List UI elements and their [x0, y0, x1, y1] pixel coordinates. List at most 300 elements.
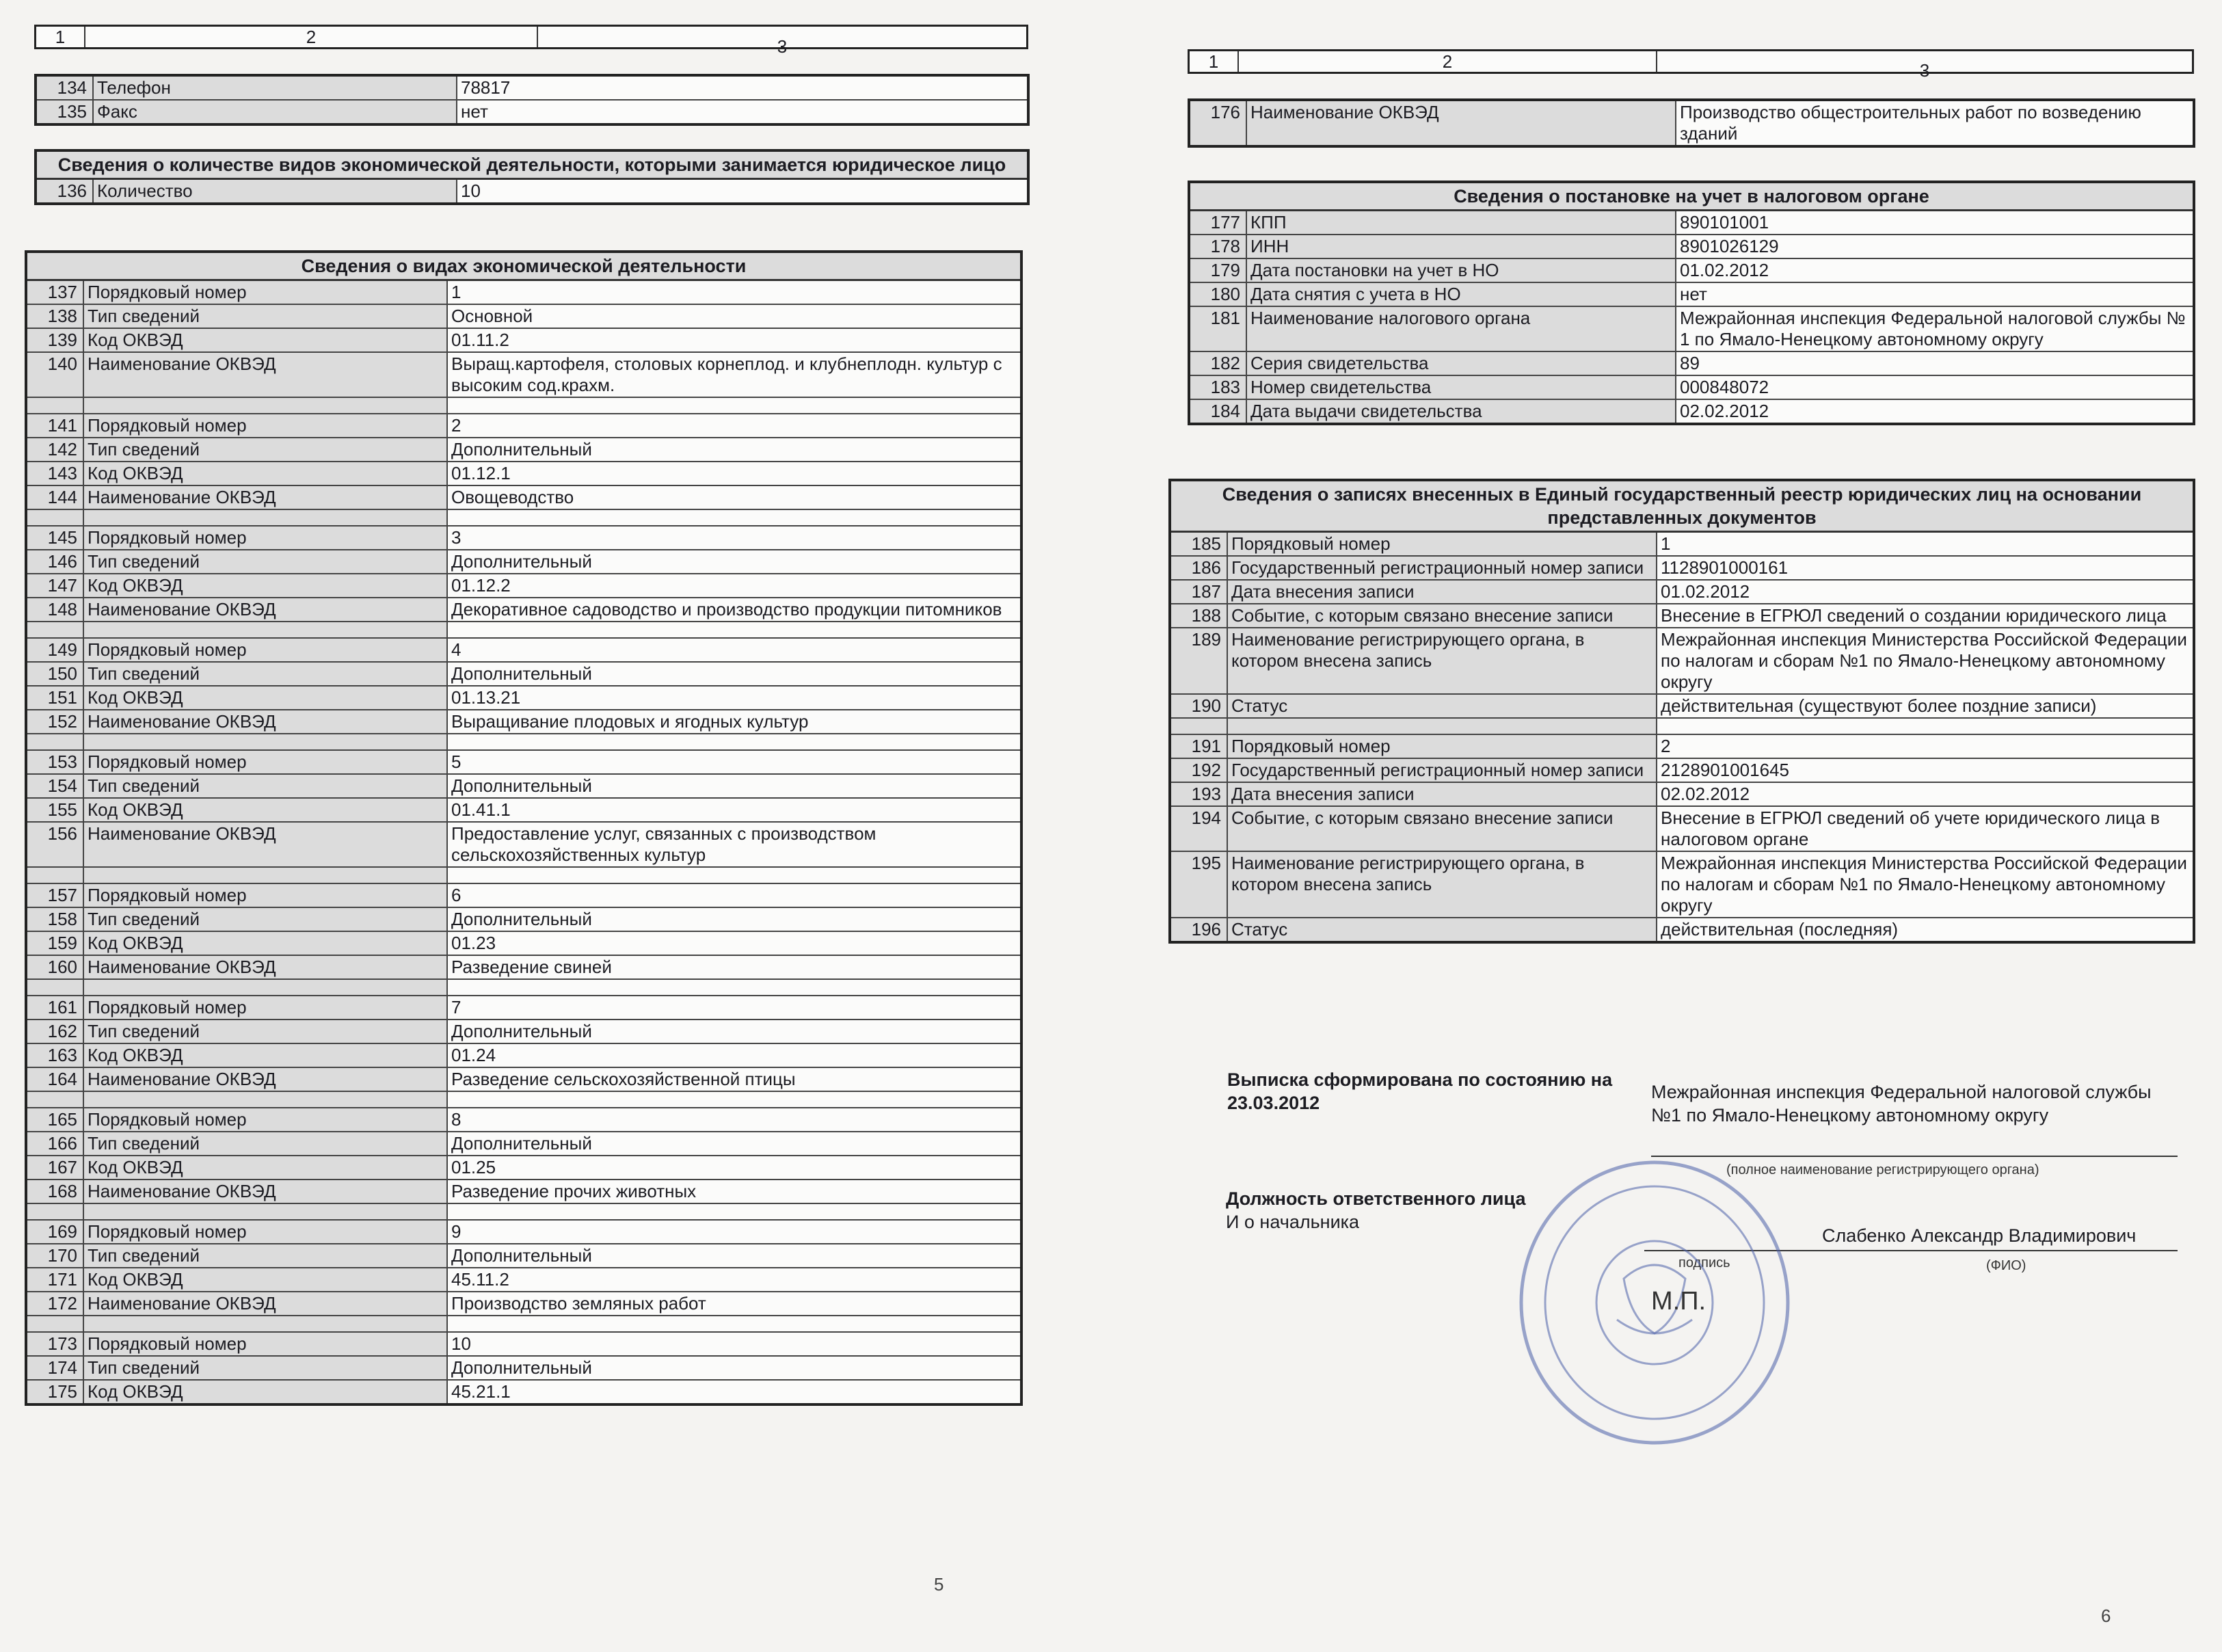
row-label: Тип сведений [84, 1020, 448, 1043]
row-label [84, 622, 448, 637]
row-number: 170 [27, 1244, 84, 1267]
row-number: 154 [27, 775, 84, 797]
formed-label: Выписка сформирована по состоянию на 23.03.2012 [1227, 1069, 1613, 1113]
table-row [27, 1357, 1020, 1381]
row-label: Дата выдачи свидетельства [1247, 400, 1676, 423]
table-row [27, 527, 1020, 550]
row-number: 156 [27, 823, 84, 866]
row-number: 178 [1190, 235, 1247, 258]
table-row [27, 980, 1020, 996]
table-row [27, 1108, 1020, 1132]
table-row [27, 1156, 1020, 1180]
row-label: Тип сведений [84, 1357, 448, 1379]
table-row [27, 908, 1020, 932]
row-label: Порядковый номер [84, 996, 448, 1019]
table-row [1190, 307, 2193, 352]
row-number: 149 [27, 639, 84, 661]
row-value: Межрайонная инспекция Федеральной налоговой службы № 1 по Ямало-Ненецкому автономному округу [1680, 308, 2186, 349]
table-row [1190, 259, 2193, 283]
row-number: 157 [27, 884, 84, 907]
row-value: Производство земляных работ [451, 1293, 706, 1314]
table-row [37, 101, 1027, 123]
row-value: Дополнительный [451, 663, 592, 684]
table-row [27, 639, 1020, 663]
row-value: 78817 [461, 77, 511, 98]
table-row [1171, 719, 2193, 735]
table-row [27, 574, 1020, 598]
column-header [34, 25, 1028, 57]
row-number [1171, 719, 1228, 734]
table-row [27, 622, 1020, 639]
row-number: 187 [1171, 581, 1228, 603]
row-value: Разведение прочих животных [451, 1181, 697, 1201]
row-number: 153 [27, 751, 84, 773]
row-label: Наименование ОКВЭД [84, 598, 448, 621]
table-row [27, 687, 1020, 710]
row-number: 196 [1171, 918, 1228, 941]
row-value: 2 [1661, 736, 1671, 756]
row-value [448, 1204, 1020, 1219]
row-number: 137 [27, 281, 84, 304]
row-number [27, 398, 84, 413]
table-caption: Сведения о количестве видов экономической деятельности, которыми занимается юридическое лицо [37, 152, 1027, 180]
row-label: ИНН [1247, 235, 1676, 258]
table-row [1171, 533, 2193, 557]
table-row [27, 734, 1020, 751]
row-number: 166 [27, 1132, 84, 1155]
row-number: 139 [27, 329, 84, 351]
row-label: Код ОКВЭД [84, 687, 448, 709]
table-row [27, 663, 1020, 687]
row-value: 2128901001645 [1661, 760, 1789, 780]
table-row [27, 1221, 1020, 1244]
row-number: 155 [27, 799, 84, 821]
table-row [1171, 581, 2193, 604]
contacts-table [34, 74, 1030, 126]
row-value [1657, 719, 2193, 734]
row-number: 189 [1171, 628, 1228, 693]
mp-label: М.П. [1651, 1287, 1706, 1316]
row-label: Порядковый номер [84, 639, 448, 661]
row-value: Основной [451, 306, 533, 326]
table-row [27, 823, 1020, 868]
row-value: 10 [461, 181, 481, 201]
row-label: Дата внесения записи [1228, 783, 1657, 805]
row-label: Порядковый номер [84, 1108, 448, 1131]
row-label: Государственный регистрационный номер записи [1228, 557, 1657, 579]
row-value: Дополнительный [451, 1245, 592, 1266]
row-value: 45.21.1 [451, 1381, 511, 1402]
row-label: Наименование ОКВЭД [84, 1292, 448, 1315]
table-row [1190, 235, 2193, 259]
tax-registration-table [1188, 181, 2195, 425]
row-label: Порядковый номер [1228, 735, 1657, 758]
formed-date: 23.03.2012 [1227, 1093, 1320, 1113]
row-value: Дополнительный [451, 1357, 592, 1378]
table-row [27, 414, 1020, 438]
row-value: Выращивание плодовых и ягодных культур [451, 711, 809, 732]
row-number: 188 [1171, 604, 1228, 627]
table-row [1171, 557, 2193, 581]
row-label [84, 398, 448, 413]
row-label: Номер свидетельства [1247, 376, 1676, 399]
row-value: 2 [451, 415, 461, 436]
row-label: Порядковый номер [1228, 533, 1657, 555]
table-row [27, 868, 1020, 884]
row-label: Наименование ОКВЭД [84, 823, 448, 866]
row-label: Тип сведений [84, 305, 448, 328]
row-label: Порядковый номер [84, 414, 448, 437]
row-label: КПП [1247, 211, 1676, 234]
egrul-records-table [1168, 479, 2195, 944]
row-value [448, 868, 1020, 883]
row-number: 185 [1171, 533, 1228, 555]
row-label: Порядковый номер [84, 1221, 448, 1243]
table-row [27, 751, 1020, 775]
row-label: Наименование ОКВЭД [84, 486, 448, 509]
row-value: Межрайонная инспекция Министерства Российской Федерации по налогам и сборам №1 по Ямало-Ненецкому автономному округу [1661, 629, 2187, 692]
row-value: Внесение в ЕГРЮЛ сведений об учете юридического лица в налоговом органе [1661, 808, 2160, 849]
row-value: 89 [1680, 353, 1700, 373]
row-value: Дополнительный [451, 909, 592, 929]
row-number: 135 [37, 101, 94, 123]
table-row [27, 1381, 1020, 1403]
table-row [27, 932, 1020, 956]
row-value [448, 398, 1020, 413]
row-value [448, 510, 1020, 525]
table-row [27, 884, 1020, 908]
okved-table [1188, 98, 2195, 148]
row-label: Тип сведений [84, 550, 448, 573]
row-value: Межрайонная инспекция Министерства Российской Федерации по налогам и сборам №1 по Ямало-Ненецкому автономному округу [1661, 853, 2187, 916]
row-value [448, 1316, 1020, 1331]
row-number: 174 [27, 1357, 84, 1379]
row-number [27, 980, 84, 995]
row-label: Наименование ОКВЭД [84, 956, 448, 978]
col-1: 1 [36, 27, 85, 47]
row-value: 1 [1661, 533, 1671, 554]
row-value: 8901026129 [1680, 236, 1779, 256]
row-number: 183 [1190, 376, 1247, 399]
row-label: Наименование ОКВЭД [1247, 101, 1676, 145]
row-value: 8 [451, 1109, 461, 1130]
page-number: 5 [934, 1574, 944, 1595]
row-number: 162 [27, 1020, 84, 1043]
row-label: Порядковый номер [84, 884, 448, 907]
row-number: 163 [27, 1044, 84, 1067]
table-row [1171, 852, 2193, 918]
row-number: 190 [1171, 695, 1228, 717]
row-number: 180 [1190, 283, 1247, 306]
row-label [84, 734, 448, 749]
row-number: 134 [37, 77, 94, 99]
table-row [37, 77, 1027, 101]
table-row [1190, 400, 2193, 423]
row-number: 192 [1171, 759, 1228, 782]
row-label: Код ОКВЭД [84, 329, 448, 351]
row-number: 158 [27, 908, 84, 931]
table-row [1171, 735, 2193, 759]
row-label: Наименование ОКВЭД [84, 1068, 448, 1091]
row-label: Тип сведений [84, 1244, 448, 1267]
row-label: Факс [94, 101, 457, 123]
row-number: 146 [27, 550, 84, 573]
row-number: 150 [27, 663, 84, 685]
row-number: 164 [27, 1068, 84, 1091]
row-number [27, 868, 84, 883]
table-row [27, 799, 1020, 823]
table-row [27, 1292, 1020, 1316]
table-row [27, 775, 1020, 799]
row-value: 1128901000161 [1661, 557, 1789, 578]
table-row [1190, 211, 2193, 235]
table-row [1190, 101, 2193, 145]
row-number: 147 [27, 574, 84, 597]
col-2: 2 [1239, 51, 1657, 72]
row-value: Производство общестроительных работ по возведению зданий [1680, 102, 2141, 144]
row-value: нет [1680, 284, 1707, 304]
table-row [27, 329, 1020, 353]
row-label: Порядковый номер [84, 281, 448, 304]
row-number [27, 1204, 84, 1219]
row-value [448, 622, 1020, 637]
row-label [84, 1316, 448, 1331]
row-value: 10 [451, 1333, 471, 1354]
row-value: 01.41.1 [451, 799, 511, 820]
row-value: 01.11.2 [451, 330, 509, 350]
row-label: Событие, с которым связано внесение записи [1228, 604, 1657, 627]
row-value: Дополнительный [451, 775, 592, 796]
row-label: Тип сведений [84, 775, 448, 797]
row-label: Код ОКВЭД [84, 1381, 448, 1403]
row-value: 01.02.2012 [1661, 581, 1750, 602]
row-label: Код ОКВЭД [84, 1044, 448, 1067]
row-value: 4 [451, 639, 461, 660]
row-label: Статус [1228, 695, 1657, 717]
table-row [27, 956, 1020, 980]
row-value: Разведение свиней [451, 957, 612, 977]
row-number: 138 [27, 305, 84, 328]
row-label [84, 1204, 448, 1219]
row-value: Разведение сельскохозяйственной птицы [451, 1069, 796, 1089]
col-1: 1 [1190, 51, 1239, 72]
table-row [27, 486, 1020, 510]
row-number: 182 [1190, 352, 1247, 375]
table-row [27, 1092, 1020, 1108]
row-value [448, 1092, 1020, 1107]
table-row [27, 1044, 1020, 1068]
row-value: 45.11.2 [451, 1269, 509, 1290]
table-row [1190, 376, 2193, 400]
position-value: И о начальника [1226, 1212, 1360, 1232]
row-value: 01.02.2012 [1680, 260, 1769, 280]
row-value: нет [461, 101, 488, 122]
row-number: 177 [1190, 211, 1247, 234]
row-value: Дополнительный [451, 551, 592, 572]
row-label: Тип сведений [84, 1132, 448, 1155]
table-row [27, 1268, 1020, 1292]
row-label: Тип сведений [84, 663, 448, 685]
row-number: 191 [1171, 735, 1228, 758]
table-row [27, 398, 1020, 414]
activity-count-table [34, 149, 1030, 205]
row-label: Наименование регистрирующего органа, в котором внесена запись [1228, 852, 1657, 917]
row-value: 890101001 [1680, 212, 1769, 232]
table-row [27, 1204, 1020, 1221]
row-number: 160 [27, 956, 84, 978]
row-label: Код ОКВЭД [84, 932, 448, 955]
row-number: 161 [27, 996, 84, 1019]
table-row [1190, 283, 2193, 307]
row-label [1228, 719, 1657, 734]
row-value: Предоставление услуг, связанных с производством сельскохозяйственных культур [451, 823, 876, 865]
row-value: 01.24 [451, 1045, 496, 1065]
row-label [84, 510, 448, 525]
table-row [27, 710, 1020, 734]
row-value: Внесение в ЕГРЮЛ сведений о создании юридического лица [1661, 605, 2167, 626]
table-row [1171, 759, 2193, 783]
table-row [1171, 783, 2193, 807]
row-number: 176 [1190, 101, 1247, 145]
row-value: Дополнительный [451, 1021, 592, 1041]
row-number: 169 [27, 1221, 84, 1243]
table-row [27, 281, 1020, 305]
table-row [1171, 695, 2193, 719]
row-label: Наименование налогового органа [1247, 307, 1676, 351]
row-value: Выращ.картофеля, столовых корнеплод. и клубнеплодн. культур с высоким сод.крахм. [451, 354, 1002, 395]
row-label: Государственный регистрационный номер записи [1228, 759, 1657, 782]
row-label: Код ОКВЭД [84, 574, 448, 597]
row-label: Наименование ОКВЭД [84, 1180, 448, 1203]
row-number: 165 [27, 1108, 84, 1131]
table-row [27, 1244, 1020, 1268]
row-label: Наименование ОКВЭД [84, 710, 448, 733]
position-label: Должность ответственного лица [1226, 1188, 1526, 1209]
row-number: 151 [27, 687, 84, 709]
row-value: 02.02.2012 [1680, 401, 1769, 421]
authority-caption: (полное наименование регистрирующего органа) [1726, 1162, 2039, 1177]
row-number: 172 [27, 1292, 84, 1315]
table-row [27, 1333, 1020, 1357]
table-row [27, 1068, 1020, 1092]
row-value: 01.12.1 [451, 463, 511, 483]
row-number: 167 [27, 1156, 84, 1179]
row-number: 173 [27, 1333, 84, 1355]
row-number: 148 [27, 598, 84, 621]
row-number: 140 [27, 353, 84, 397]
row-value: действительная (последняя) [1661, 919, 1899, 940]
row-number [27, 622, 84, 637]
table-row [1171, 807, 2193, 852]
row-number [27, 510, 84, 525]
row-number: 141 [27, 414, 84, 437]
row-value: действительная (существуют более поздние записи) [1661, 695, 2097, 716]
table-row [1171, 604, 2193, 628]
row-number: 136 [37, 180, 94, 202]
row-label: Серия свидетельства [1247, 352, 1676, 375]
row-number: 186 [1171, 557, 1228, 579]
row-label: Код ОКВЭД [84, 1268, 448, 1291]
table-row [1171, 918, 2193, 941]
table-caption: Сведения о видах экономической деятельности [27, 253, 1020, 281]
row-number: 142 [27, 438, 84, 461]
row-number: 144 [27, 486, 84, 509]
row-label: Порядковый номер [84, 751, 448, 773]
table-row [27, 1132, 1020, 1156]
row-number [27, 1092, 84, 1107]
row-value: Дополнительный [451, 439, 592, 459]
table-row [27, 550, 1020, 574]
row-value: 01.25 [451, 1157, 496, 1177]
col-3: 3 [777, 36, 788, 57]
row-value: 01.13.21 [451, 687, 521, 708]
table-row [27, 462, 1020, 486]
table-row [27, 1316, 1020, 1333]
row-number: 194 [1171, 807, 1228, 851]
table-row [27, 996, 1020, 1020]
table-caption: Сведения о записях внесенных в Единый государственный реестр юридических лиц на основании представленных документов [1171, 481, 2193, 533]
row-number: 152 [27, 710, 84, 733]
row-number: 175 [27, 1381, 84, 1403]
activities-table [25, 250, 1023, 1406]
row-label: Наименование регистрирующего органа, в котором внесена запись [1228, 628, 1657, 693]
row-label: Код ОКВЭД [84, 1156, 448, 1179]
table-row [37, 180, 1027, 202]
row-value: 01.12.2 [451, 575, 511, 596]
table-row [27, 1180, 1020, 1204]
row-value: 7 [451, 997, 461, 1017]
table-row [27, 598, 1020, 622]
table-row [27, 1020, 1020, 1044]
row-number [27, 734, 84, 749]
row-number: 145 [27, 527, 84, 549]
row-value [448, 734, 1020, 749]
row-number: 184 [1190, 400, 1247, 423]
row-value: Декоративное садоводство и производство продукции питомников [451, 599, 1002, 620]
row-value: 3 [451, 527, 461, 548]
row-label: Тип сведений [84, 438, 448, 461]
row-number: 195 [1171, 852, 1228, 917]
table-row [27, 510, 1020, 527]
row-number: 193 [1171, 783, 1228, 805]
row-number: 159 [27, 932, 84, 955]
authority-name: Межрайонная инспекция Федеральной налоговой службы №1 по Ямало-Ненецкому автономному округу [1651, 1082, 2152, 1125]
row-value: 01.23 [451, 933, 496, 953]
row-label [84, 1092, 448, 1107]
row-value: 9 [451, 1221, 461, 1242]
table-row [27, 305, 1020, 329]
row-label: Дата снятия с учета в НО [1247, 283, 1676, 306]
row-label: Телефон [94, 77, 457, 99]
row-number: 181 [1190, 307, 1247, 351]
table-row [27, 353, 1020, 398]
row-label: Тип сведений [84, 908, 448, 931]
row-label: Событие, с которым связано внесение записи [1228, 807, 1657, 851]
row-number: 168 [27, 1180, 84, 1203]
table-row [1190, 352, 2193, 376]
row-value: 02.02.2012 [1661, 784, 1750, 804]
row-value: 5 [451, 751, 461, 772]
row-label [84, 868, 448, 883]
row-number [27, 1316, 84, 1331]
row-value: Овощеводство [451, 487, 574, 507]
table-row [27, 438, 1020, 462]
table-row [1171, 628, 2193, 695]
row-label: Дата внесения записи [1228, 581, 1657, 603]
row-label: Количество [94, 180, 457, 202]
row-label: Код ОКВЭД [84, 462, 448, 485]
page-number: 6 [2101, 1606, 2111, 1626]
